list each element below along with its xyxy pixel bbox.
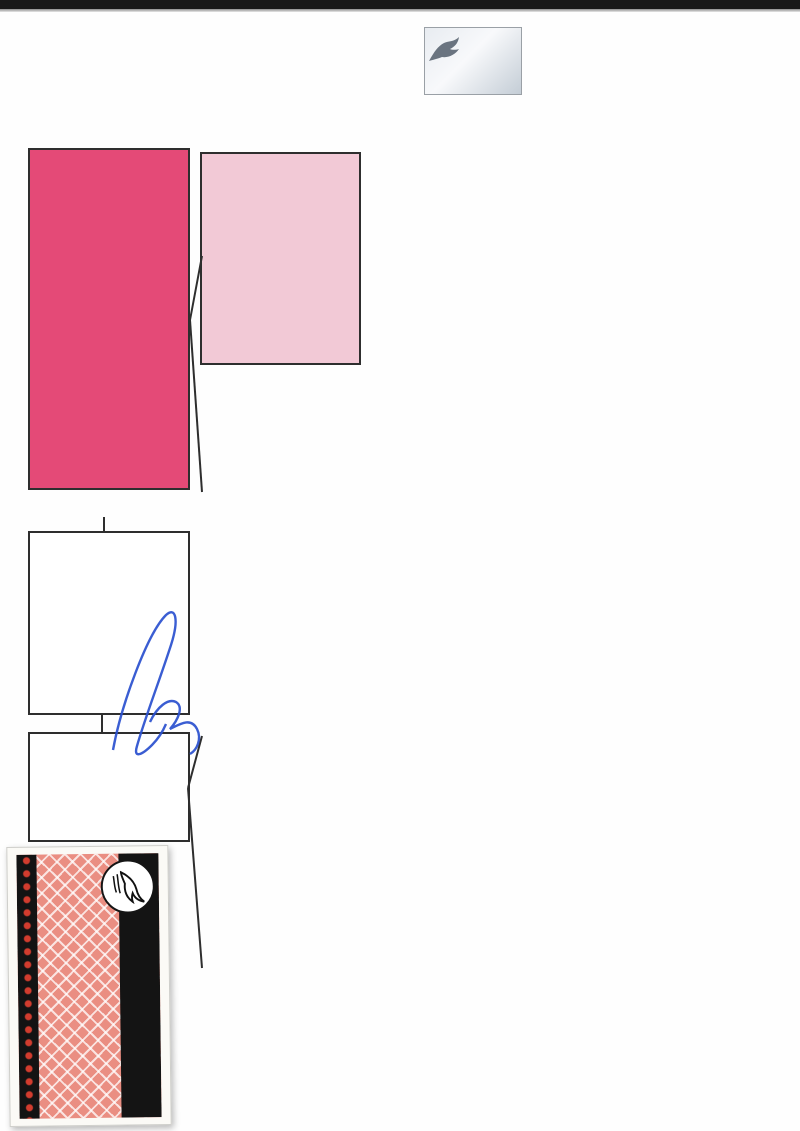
pigeon-icon [427, 34, 463, 64]
logo-image [424, 27, 522, 95]
card-ornament-stripe [16, 855, 39, 1119]
ownership-card [6, 845, 171, 1127]
ownership-card-face [16, 853, 161, 1119]
scan-edge-shadow [0, 9, 800, 12]
card-note [94, 888, 96, 1084]
scan-edge [0, 0, 800, 9]
pedigree-box-subject [28, 531, 190, 715]
association-emblem [100, 859, 155, 914]
pigeon-hand-icon [106, 864, 151, 909]
pedigree-box-father [28, 148, 190, 490]
breeder-logo [424, 27, 522, 98]
pedigree-box-mother [28, 732, 190, 842]
pedigree-box-gen2-0 [200, 152, 361, 365]
